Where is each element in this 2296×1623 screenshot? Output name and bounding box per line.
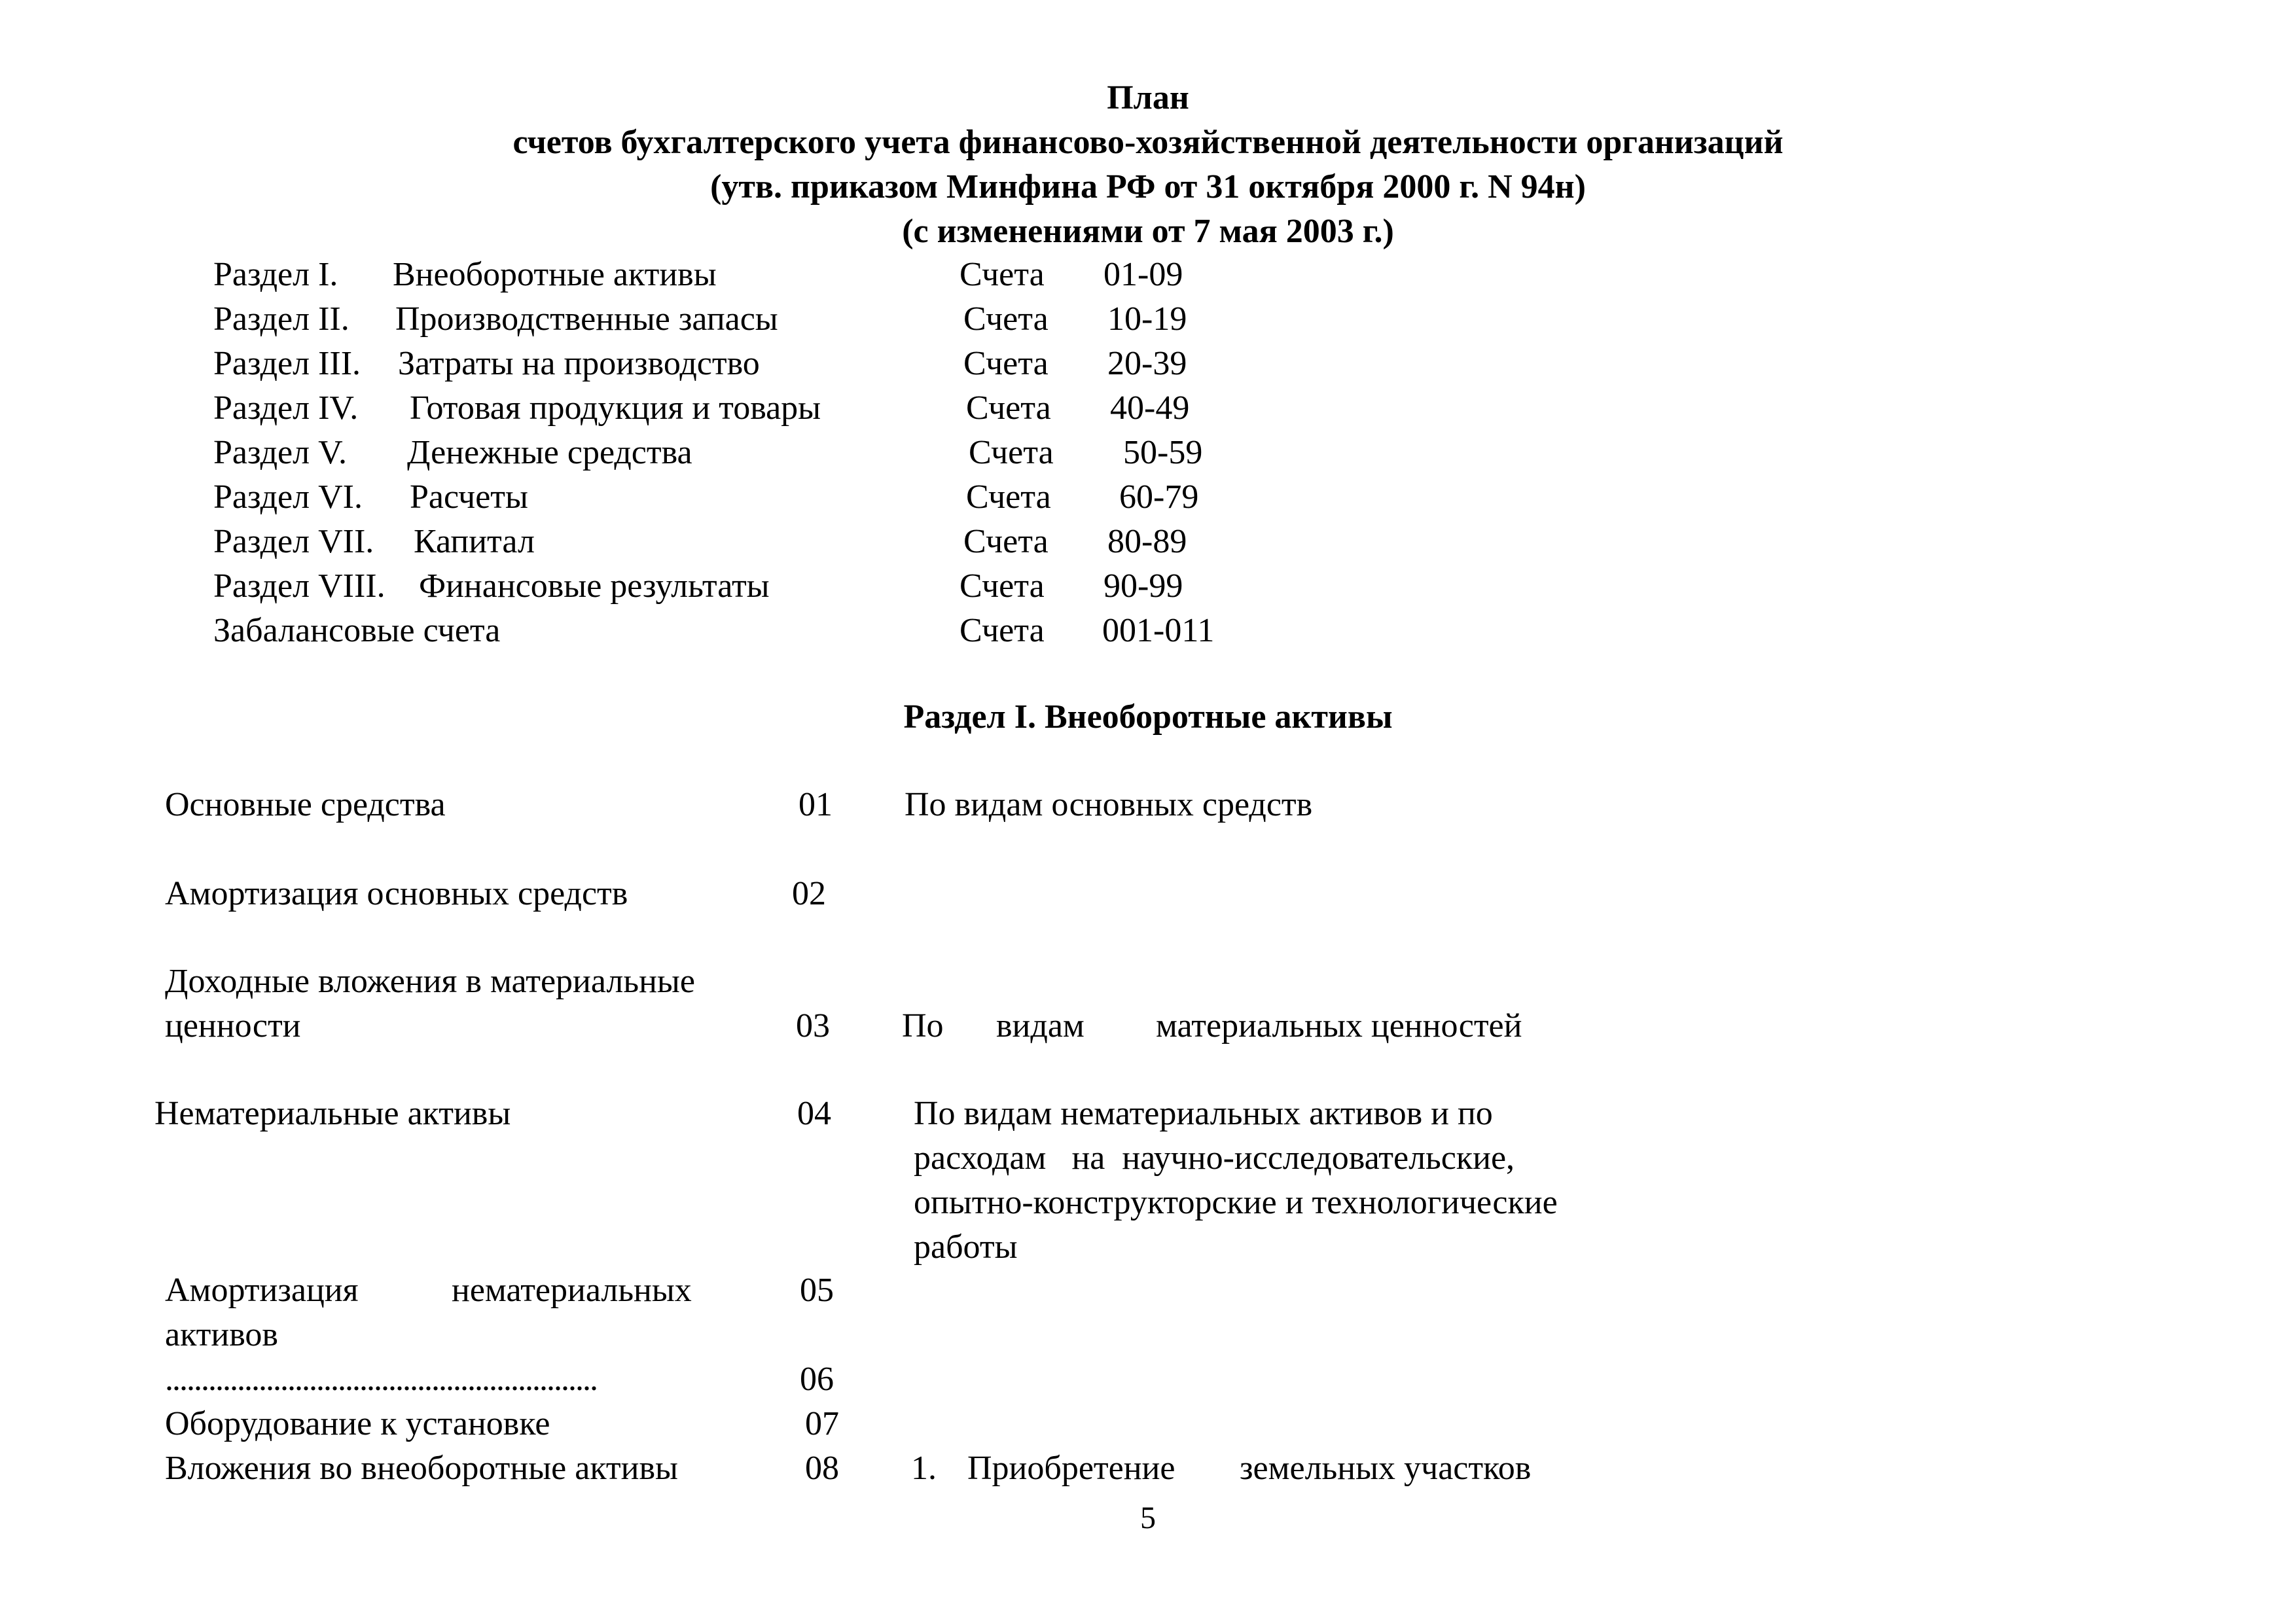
- index-name: Затраты на производство: [398, 345, 760, 382]
- account-code: 07: [805, 1405, 839, 1442]
- index-range: 80-89: [1107, 523, 1187, 560]
- index-label: Раздел V.: [213, 434, 347, 471]
- account-code: 03: [796, 1007, 830, 1044]
- account-name: Амортизация основных средств: [165, 875, 628, 912]
- account-name: Нематериальные активы: [154, 1095, 511, 1132]
- index-word: Счета: [960, 256, 1045, 293]
- section-heading: Раздел I. Внеоборотные активы: [903, 698, 1393, 736]
- account-subaccounts: работы: [914, 1228, 1018, 1266]
- index-name: Внеоборотные активы: [393, 256, 717, 293]
- index-word: Счета: [960, 567, 1045, 605]
- account-code: 06: [800, 1361, 834, 1398]
- index-label: Раздел IV.: [213, 389, 359, 427]
- account-code: 05: [800, 1272, 834, 1309]
- index-name: Финансовые результаты: [419, 567, 770, 605]
- index-label: Раздел II.: [213, 300, 350, 338]
- index-name: Денежные средства: [407, 434, 692, 471]
- account-name: Доходные вложения в материальные: [165, 963, 695, 1000]
- account-name-placeholder: ............................................................: [165, 1361, 597, 1398]
- index-range: 20-39: [1107, 345, 1187, 382]
- index-word: Счета: [966, 389, 1051, 427]
- document-amendment-note: (с изменениями от 7 мая 2003 г.): [902, 213, 1394, 250]
- index-word: Счета: [963, 345, 1049, 382]
- index-word: Счета: [960, 612, 1045, 649]
- index-name: Расчеты: [410, 478, 528, 516]
- page-number: 5: [1140, 1501, 1156, 1535]
- index-label: Забалансовые счета: [213, 612, 501, 649]
- index-word: Счета: [963, 300, 1049, 338]
- account-code: 02: [792, 875, 826, 912]
- account-name: Основные средства: [165, 786, 446, 823]
- index-name: Производственные запасы: [395, 300, 778, 338]
- account-subaccounts: По видам основных средств: [905, 786, 1313, 823]
- account-subaccounts: земельных участков: [1240, 1450, 1532, 1487]
- account-name: нематериальных: [452, 1272, 692, 1309]
- document-subtitle: счетов бухгалтерского учета финансово-хозяйственной деятельности организаций: [512, 124, 1784, 161]
- index-name: Капитал: [414, 523, 535, 560]
- account-code: 04: [797, 1095, 831, 1132]
- index-name: Готовая продукция и товары: [410, 389, 821, 427]
- index-label: Раздел III.: [213, 345, 361, 382]
- document-approval-note: (утв. приказом Минфина РФ от 31 октября 2000 г. N 94н): [710, 168, 1586, 205]
- account-subaccounts: Приобретение: [967, 1450, 1175, 1487]
- index-range: 50-59: [1123, 434, 1203, 471]
- account-subaccounts: По: [902, 1007, 944, 1044]
- account-name: Вложения во внеоборотные активы: [165, 1450, 678, 1487]
- account-subaccounts: 1.: [911, 1450, 937, 1487]
- index-label: Раздел I.: [213, 256, 338, 293]
- account-code: 08: [805, 1450, 839, 1487]
- account-name: активов: [165, 1316, 278, 1353]
- index-label: Раздел VII.: [213, 523, 374, 560]
- account-code: 01: [798, 786, 833, 823]
- index-range: 001-011: [1102, 612, 1215, 649]
- index-word: Счета: [963, 523, 1049, 560]
- account-name: Амортизация: [165, 1272, 359, 1309]
- account-subaccounts: опытно-конструкторские и технологические: [914, 1184, 1558, 1221]
- index-range: 10-19: [1107, 300, 1187, 338]
- document-title: План: [1107, 79, 1189, 116]
- index-range: 60-79: [1119, 478, 1199, 516]
- account-subaccounts: По видам нематериальных активов и по: [914, 1095, 1493, 1132]
- index-label: Раздел VI.: [213, 478, 363, 516]
- account-subaccounts: материальных ценностей: [1156, 1007, 1522, 1044]
- index-range: 01-09: [1103, 256, 1183, 293]
- index-range: 40-49: [1110, 389, 1190, 427]
- index-word: Счета: [969, 434, 1054, 471]
- account-name: Оборудование к установке: [165, 1405, 550, 1442]
- account-subaccounts: видам: [996, 1007, 1085, 1044]
- index-label: Раздел VIII.: [213, 567, 386, 605]
- index-word: Счета: [966, 478, 1051, 516]
- account-name: ценности: [165, 1007, 301, 1044]
- account-subaccounts: расходам на научно-исследовательские,: [914, 1139, 1515, 1177]
- index-range: 90-99: [1103, 567, 1183, 605]
